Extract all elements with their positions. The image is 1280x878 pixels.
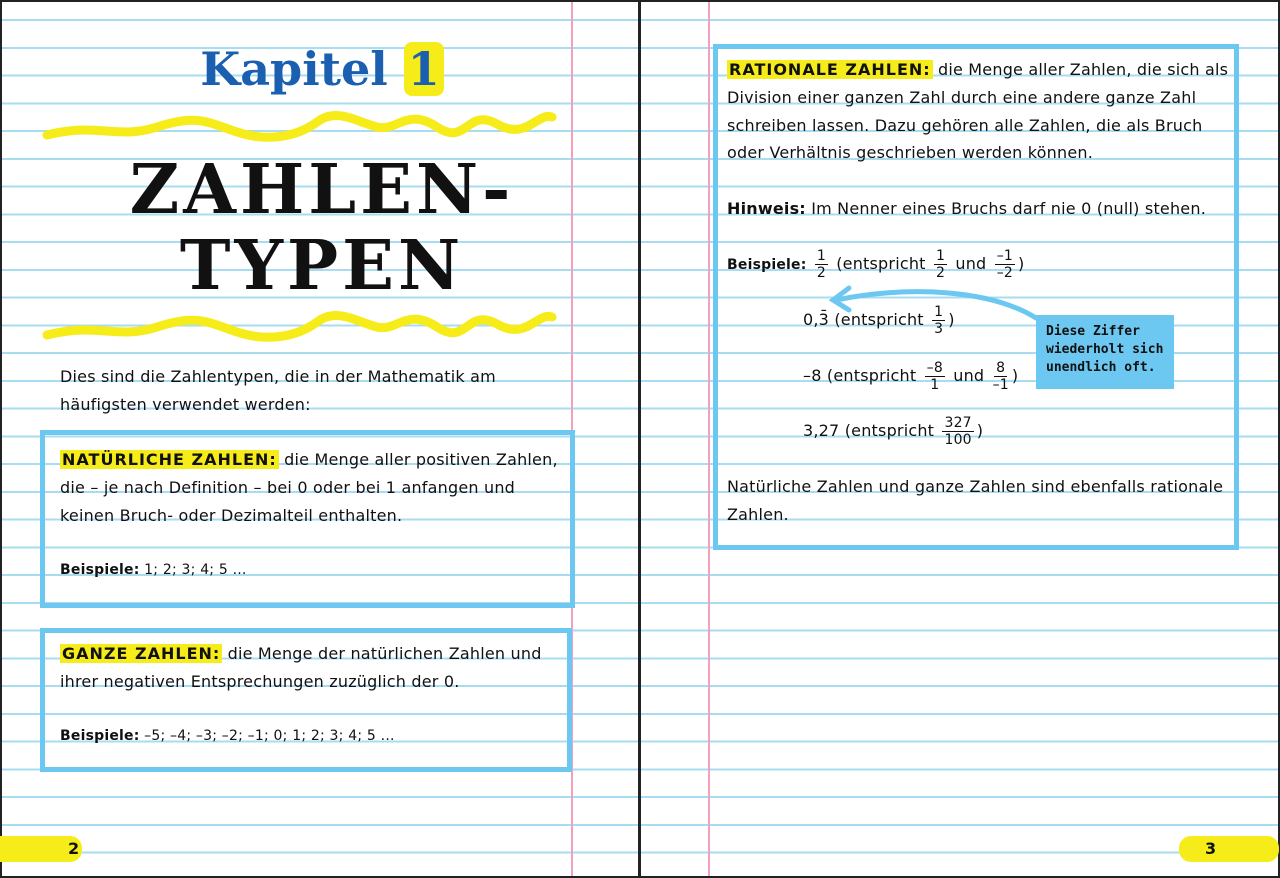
text: und [955, 254, 987, 273]
page-number-text: 3 [1205, 839, 1217, 858]
chapter-label: Kapitel [200, 42, 388, 96]
chapter-heading [2, 42, 642, 96]
denominator: 2 [935, 265, 946, 281]
example-1 [727, 248, 1024, 281]
hint-text: Im Nenner eines Bruchs darf nie 0 (null) stehen. [805, 198, 1206, 218]
text: (entspricht [836, 254, 926, 273]
text-line: keinen Bruch- oder Dezimalteil enthalten. [60, 505, 403, 525]
highlight-heading: GANZE ZAHLEN: [62, 644, 221, 663]
example-4 [803, 415, 983, 448]
text: ) [1011, 366, 1019, 385]
title-line: ZAHLEN- [129, 150, 515, 230]
text-line: schreiben lassen. Dazu gehören alle Zahlen, die als Bruch [727, 115, 1203, 135]
value: 0,3̄ [803, 310, 830, 329]
annotation-note [1036, 315, 1174, 389]
natural-numbers-text [60, 446, 558, 585]
value: 3,27 [803, 421, 840, 440]
rational-text [727, 56, 1228, 223]
text-line: die Menge aller Zahlen, die sich als [932, 60, 1229, 79]
text: ) [948, 310, 955, 329]
denominator: –1 [992, 377, 1009, 393]
examples-label: Beispiele: [60, 728, 140, 745]
text-line: häufigsten verwendet werden: [60, 394, 311, 414]
numerator: –1 [996, 248, 1014, 264]
page-number [1179, 836, 1279, 862]
text: (entspricht [826, 366, 917, 385]
yellow-squiggle-icon [37, 102, 557, 147]
text-line: die – je nach Definition – bei 0 oder bei 1 anfangen und [60, 477, 516, 497]
examples-label: Beispiele: [727, 257, 807, 273]
numerator: 1 [816, 248, 826, 264]
examples-text: –5; –4; –3; –2; –1; 0; 1; 2; 3; 4; 5 ... [139, 728, 395, 745]
note-line: wiederholt sich [1046, 342, 1164, 357]
text: (entspricht [844, 421, 935, 440]
numerator: –8 [926, 360, 943, 376]
examples-text: 1; 2; 3; 4; 5 ... [139, 562, 247, 578]
text-line: Zahlen. [727, 504, 789, 524]
hint-label: Hinweis: [727, 198, 806, 218]
intro-text [60, 363, 496, 419]
page-title [2, 152, 642, 304]
note-line: Diese Ziffer [1046, 324, 1140, 339]
text-line: oder Verhältnis geschrieben werden können. [727, 143, 1094, 163]
text-line: die Menge der natürlichen Zahlen und [222, 644, 542, 663]
integers-text [60, 640, 542, 751]
curved-arrow-icon [821, 280, 1041, 330]
denominator: 2 [816, 265, 826, 281]
example-3 [803, 360, 1018, 393]
text-line: Dies sind die Zahlentypen, die in der Mathematik am [60, 367, 496, 386]
highlight-heading: RATIONALE ZAHLEN: [729, 60, 931, 79]
page-number-text: 2 [68, 839, 80, 858]
title-line: TYPEN [179, 226, 465, 306]
numerator: 1 [935, 248, 946, 264]
numerator: 1 [934, 304, 944, 320]
denominator: 1 [930, 377, 940, 393]
text-line: ihrer negativen Entsprechungen zuzüglich der 0. [60, 671, 460, 691]
page-number [0, 836, 82, 862]
value: –8 [803, 366, 822, 385]
highlight-heading: NATÜRLICHE ZAHLEN: [62, 450, 277, 469]
numerator: 327 [944, 415, 972, 431]
note-line: unendlich oft. [1046, 360, 1156, 375]
closing-text [727, 473, 1223, 529]
text: ) [1018, 254, 1025, 273]
text-line: Division einer ganzen Zahl durch eine andere ganze Zahl [727, 87, 1197, 107]
text: ) [976, 421, 984, 440]
text-line: die Menge aller positiven Zahlen, [278, 450, 558, 469]
examples-label: Beispiele: [60, 562, 140, 578]
text: (entspricht [834, 310, 924, 329]
denominator: –2 [996, 265, 1014, 281]
denominator: 100 [944, 432, 972, 448]
text-line: Natürliche Zahlen und ganze Zahlen sind ebenfalls rationale [727, 477, 1224, 496]
margin-line [708, 2, 710, 876]
yellow-squiggle-icon [37, 302, 557, 347]
denominator: 3 [934, 321, 944, 337]
text: und [953, 366, 985, 385]
chapter-number: 1 [404, 42, 444, 96]
right-page [640, 0, 1280, 878]
numerator: 8 [996, 360, 1006, 376]
